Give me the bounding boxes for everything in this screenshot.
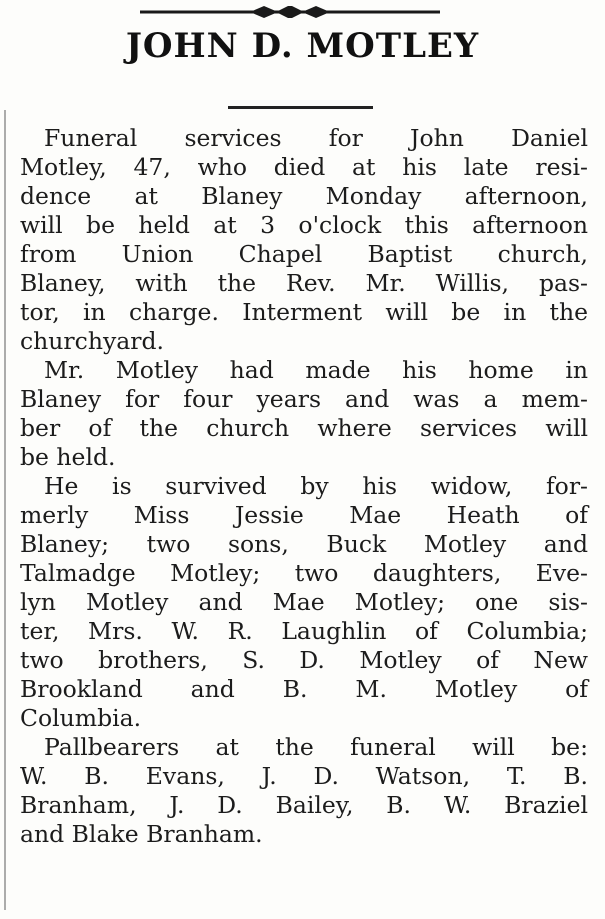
text-line: Columbia.: [20, 704, 142, 732]
header-ornament: [140, 6, 440, 18]
article-body: [20, 124, 588, 849]
text-line: Funeral services for John Daniel: [44, 124, 588, 152]
text-line: from Union Chapel Baptist church,: [20, 240, 588, 268]
text-line: lyn Motley and Mae Motley; one sis-: [20, 588, 588, 616]
text-line: two brothers, S. D. Motley of New: [20, 646, 588, 674]
text-line: churchyard.: [20, 327, 164, 355]
text-line: Blaney, with the Rev. Mr. Willis, pas-: [20, 269, 588, 297]
text-line: Talmadge Motley; two daughters, Eve-: [20, 559, 588, 587]
column-rule: [4, 110, 6, 910]
text-line: merly Miss Jessie Mae Heath of: [20, 501, 588, 529]
text-line: and Blake Branham.: [20, 820, 263, 848]
headline: JOHN D. MOTLEY: [125, 26, 480, 66]
text-line: ter, Mrs. W. R. Laughlin of Columbia;: [20, 617, 588, 645]
text-line: Blaney; two sons, Buck Motley and: [20, 530, 588, 558]
text-line: Mr. Motley had made his home in: [44, 356, 588, 384]
text-line: Blaney for four years and was a mem-: [20, 385, 588, 413]
text-line: tor, in charge. Interment will be in the: [20, 298, 588, 326]
text-line: Branham, J. D. Bailey, B. W. Braziel: [20, 791, 588, 819]
paragraph-residence: [20, 356, 588, 472]
text-line: will be held at 3 o'clock this afternoon: [20, 211, 588, 239]
paragraph-survivors: [20, 472, 588, 733]
text-line: Brookland and B. M. Motley of: [20, 675, 588, 703]
text-line: Motley, 47, who died at his late resi-: [20, 153, 588, 181]
headline-rule: [228, 106, 373, 109]
text-line: He is survived by his widow, for-: [44, 472, 588, 500]
paragraph-services: [20, 124, 588, 356]
text-line: Pallbearers at the funeral will be:: [44, 733, 588, 761]
paragraph-pallbearers: [20, 733, 588, 849]
text-line: dence at Blaney Monday afternoon,: [20, 182, 588, 210]
text-line: be held.: [20, 443, 116, 471]
text-line: W. B. Evans, J. D. Watson, T. B.: [20, 762, 588, 790]
text-line: ber of the church where services will: [20, 414, 588, 442]
